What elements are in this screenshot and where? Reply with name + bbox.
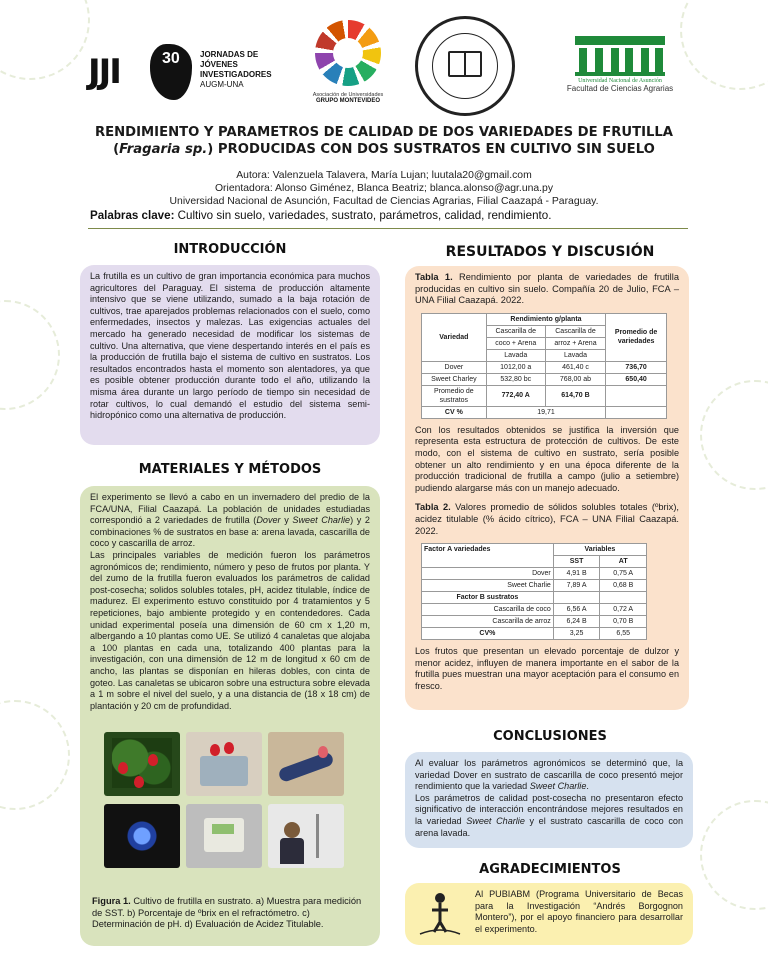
photo-device xyxy=(186,804,262,868)
species-name: Fragaria sp. xyxy=(119,142,208,157)
pubiabm-logo-icon xyxy=(416,890,464,936)
keywords-list: Cultivo sin suelo, variedades, sustrato, parámetros, calidad, rendimiento. xyxy=(174,209,552,222)
methods-p2: Las principales variables de medición fueron los parámetros agronómicos de; rendimiento, número y peso de frutos por planta. Y del zumo de la frutilla fueron evaluados los parámetros de calidad post-cosecha; solidos solubles totales, pH, acidez titulable, índice de madurez. El experimento estuvo constituido por 4 tratamientos y 5 repeticiones, bajo ambiente protegido y en contendedores. Cada unidad experimental poseía una dimensión de 60 cm x 1,20 m, albergando a 10 plantas como UE. Se utilizó 4 canaletas que alojaba a 100 plantas en cada una, totalizando 400 plantas para la investigación, con una dimensión de 12 m de longitud x 60 cm de ancho, las plantas se disponían en hileras dobles, con cinta de goteo. Las canaletas se ubicaron sobre una estructura sobre elevada a 1 m sobre el nivel del suelo, y a una distancia de (18 x 18 cm) de plantación y 20 cm de profundidad. xyxy=(90,549,370,711)
title-line1: RENDIMIENTO Y PARAMETROS DE CALIDAD DE DOS VARIEDADES DE FRUTILLA xyxy=(94,125,673,140)
logo-bar xyxy=(0,10,768,120)
photo-ph-meter xyxy=(104,804,180,868)
fca-line1: Universidad Nacional de Asunción xyxy=(578,78,662,84)
title-line2: (Fragaria sp.) PRODUCIDAS CON DOS SUSTRATOS EN CULTIVO SIN SUELO xyxy=(113,142,655,157)
intro-text: La frutilla es un cultivo de gran importancia económica para muchos agricultores del Paraguay. El sistema de producción altamente intensivo que se viene utilizando, sumado a la baja rotación de cultivos, trae aparejados problemas relacionados con el suelo, como enfermedades, insectos y malezas. Las exigencias actuales del mercado ha generado necesidad de modificar los sistemas de cultivo. Una alternativa, que viene despertando interés en el país es la producción de frutilla bajo el sistema de cultivo en sustratos. Los resultados encontrados hasta el momento son alentadores, ya que es posible obtener producción durante todo el año, utilizando la misma área durante un largo período de tiempo sin necesidad de rotar cultivos, lo cual demandó el estudio del sistema semi-hidropónico como una alternativa de producción. xyxy=(90,271,370,421)
t1-col-s1: Cascarilla de xyxy=(486,325,545,337)
table-row: Sweet Charley 532,80 bc 768,00 ab 650,40 xyxy=(422,373,667,385)
table-row: Dover 4,91 B 0,75 A xyxy=(422,568,647,580)
table-row: CV% 3,25 6,55 xyxy=(422,628,647,640)
table-row: Dover 1012,00 a 461,40 c 736,70 xyxy=(422,361,667,373)
table-row: Promedio de sustratos 772,40 A 614,70 B xyxy=(422,385,667,406)
jji-line: AUGM-UNA xyxy=(200,80,244,89)
methods-box xyxy=(80,486,380,946)
photo-strawberry-plant xyxy=(104,732,180,796)
methods-heading: MATERIALES Y MÉTODOS xyxy=(138,462,322,477)
keywords xyxy=(90,209,690,222)
jji-text xyxy=(200,50,272,90)
table-row: Sweet Charlie 7,89 A 0,68 B xyxy=(422,580,647,592)
photo-titration xyxy=(268,804,344,868)
t1-header-variedad: Variedad xyxy=(422,313,487,361)
t2-variables: Variables xyxy=(553,544,646,556)
figure-caption: Figura 1. Cultivo de frutilla en sustrato. a) Muestra para medición de SST. b) Porcentaje de ºbrix en el refractómetro. c) Determinación de pH. d) Evaluación de Acidez Titulable. xyxy=(92,896,362,930)
intro-heading: INTRODUCCIÓN xyxy=(173,242,287,257)
intro-box xyxy=(80,265,380,445)
results-box xyxy=(405,266,689,710)
results-p1: Con los resultados obtenidos se justifica la inversión que representa esta estructura de protección de cultivos. De este modo, con el sistema de cultivo en sustrato, sería posible obtener un alto rendimiento y en una época diferente de la producción tradicional de frutilla a campo (julio a setiembre) pudiendo alargarse más con un manejo adecuado. xyxy=(415,424,679,493)
grupo-montevideo-logo xyxy=(308,20,388,120)
results-p2: Los frutos que presentan un elevado porcentaje de dulzor y menor acidez, influyen de manera importante en el sabor de la frutilla pues muestran una mayor aceptación para el consumo en fresco. xyxy=(415,646,679,691)
una-seal xyxy=(415,16,515,116)
thanks-heading: AGRADECIMIENTOS xyxy=(479,862,621,877)
photo-refractometer xyxy=(268,732,344,796)
thanks-text: Al PUBIABM (Programa Universitario de Becas para la Investigación “Andrés Borgognon Montero”), por el apoyo financiero para desarrollar el experimento. xyxy=(475,889,683,934)
table1: Variedad Rendimiento g/planta Promedio de variedades Cascarilla de Cascarilla de coco + Arena arroz + Arena Lavada Lavada Dover 1012,00 a 461,40 c 736,70 Sweet Charley 532,80 bc 768,00 ab 650,40 Promedio de sustratos 772,40 A 614,70 B CV % 19,71 xyxy=(421,313,667,419)
colorful-ring-icon xyxy=(315,20,381,86)
background-ornament xyxy=(0,300,60,410)
table-row: Cascarilla de coco 6,56 A 0,72 A xyxy=(422,604,647,616)
figure-photos xyxy=(104,732,344,872)
jji-line: JÓVENES xyxy=(200,60,238,69)
divider xyxy=(88,228,688,229)
table-row: Cascarilla de arroz 6,24 B 0,70 B xyxy=(422,616,647,628)
table2-caption: Tabla 2. Valores promedio de sólidos solubles totales (ºbrix), acidez titulable (% ácido cítrico), FCA – UNA Filial Caazapá. 2022. xyxy=(415,502,679,536)
open-book-icon xyxy=(448,51,482,77)
jji-line: JORNADAS DE xyxy=(200,50,259,59)
t1-header-group: Rendimiento g/planta xyxy=(486,313,606,325)
fca-line2: Facultad de Ciencias Agrarias xyxy=(566,84,674,93)
author: Autora: Valenzuela Talavera, María Lujan; luutala20@gmail.com xyxy=(236,170,532,181)
t1-header-mean: Promedio de variedades xyxy=(606,313,667,361)
jji-number: 30 xyxy=(162,50,180,67)
gm-line1: Asociación de Universidades xyxy=(312,92,384,98)
photo-sample-scale xyxy=(186,732,262,796)
poster-title xyxy=(0,124,768,158)
fca-logo xyxy=(565,36,675,106)
institution: Universidad Nacional de Asunción, Facultad de Ciencias Agrarias, Filial Caazapá - Paraguay. xyxy=(169,196,599,207)
table2: Factor A variedades Variables SST AT Dover 4,91 B 0,75 A Sweet Charlie 7,89 A 0,68 B Factor B sustratos Cascarilla de coco 6,56 A 0,72 A Cascarilla de arroz 6,24 B 0,70 B CV% 3,25 6,55 xyxy=(421,543,647,640)
advisor: Orientadora: Alonso Giménez, Blanca Beatriz; blanca.alonso@agr.una.py xyxy=(214,183,554,194)
authors-block xyxy=(0,169,768,208)
t2-factor-a: Factor A variedades xyxy=(422,544,554,556)
jji-line: INVESTIGADORES xyxy=(200,70,272,79)
methods-p1: El experimento se llevó a cabo en un invernadero del predio de la FCA/UNA, Filial Caazapá. La población de unidades estudiadas correspondió a 2 variedades de frutilla (Dover y Sweet Charlie) y 2 combinaciones % de sustratos en base a: arena lavada, cascarilla de coco y cascarilla de arroz. xyxy=(90,492,370,549)
keywords-label: Palabras clave: xyxy=(90,209,175,222)
jji-logo xyxy=(88,44,288,104)
results-heading: RESULTADOS Y DISCUSIÓN xyxy=(445,244,655,260)
conclusions-p1: Al evaluar los parámetros agronómicos se determinó que, la variedad Dover en sustrato de cascarilla de coco presentó mejor rendimiento que la variedad Sweet Charlie. xyxy=(415,758,683,792)
building-icon xyxy=(575,36,665,76)
conclusions-p2: Los parámetros de calidad post-cosecha no presentaron efecto significativo de interacción encontrándose mejores resultados en la variedad Sweet Charlie y el sustrato cascarilla de coco con arena lavada. xyxy=(415,792,684,838)
background-ornament xyxy=(700,380,768,490)
background-ornament xyxy=(0,700,70,810)
south-america-map-icon xyxy=(150,44,192,100)
background-ornament xyxy=(700,800,768,910)
conclusions-box xyxy=(405,752,693,848)
gm-line2: GRUPO MONTEVIDEO xyxy=(315,98,380,104)
conclusions-heading: CONCLUSIONES xyxy=(493,729,607,744)
table-row: CV % 19,71 xyxy=(422,406,667,418)
t1-col-s2: Cascarilla de xyxy=(545,325,605,337)
jji-mark: JJI xyxy=(88,52,120,92)
table1-caption: Tabla 1. Rendimiento por planta de variedades de frutilla producidas en cultivo sin suelo. Compañía 20 de Julio, FCA – UNA Filial Caazapá. 2022. xyxy=(415,272,679,306)
